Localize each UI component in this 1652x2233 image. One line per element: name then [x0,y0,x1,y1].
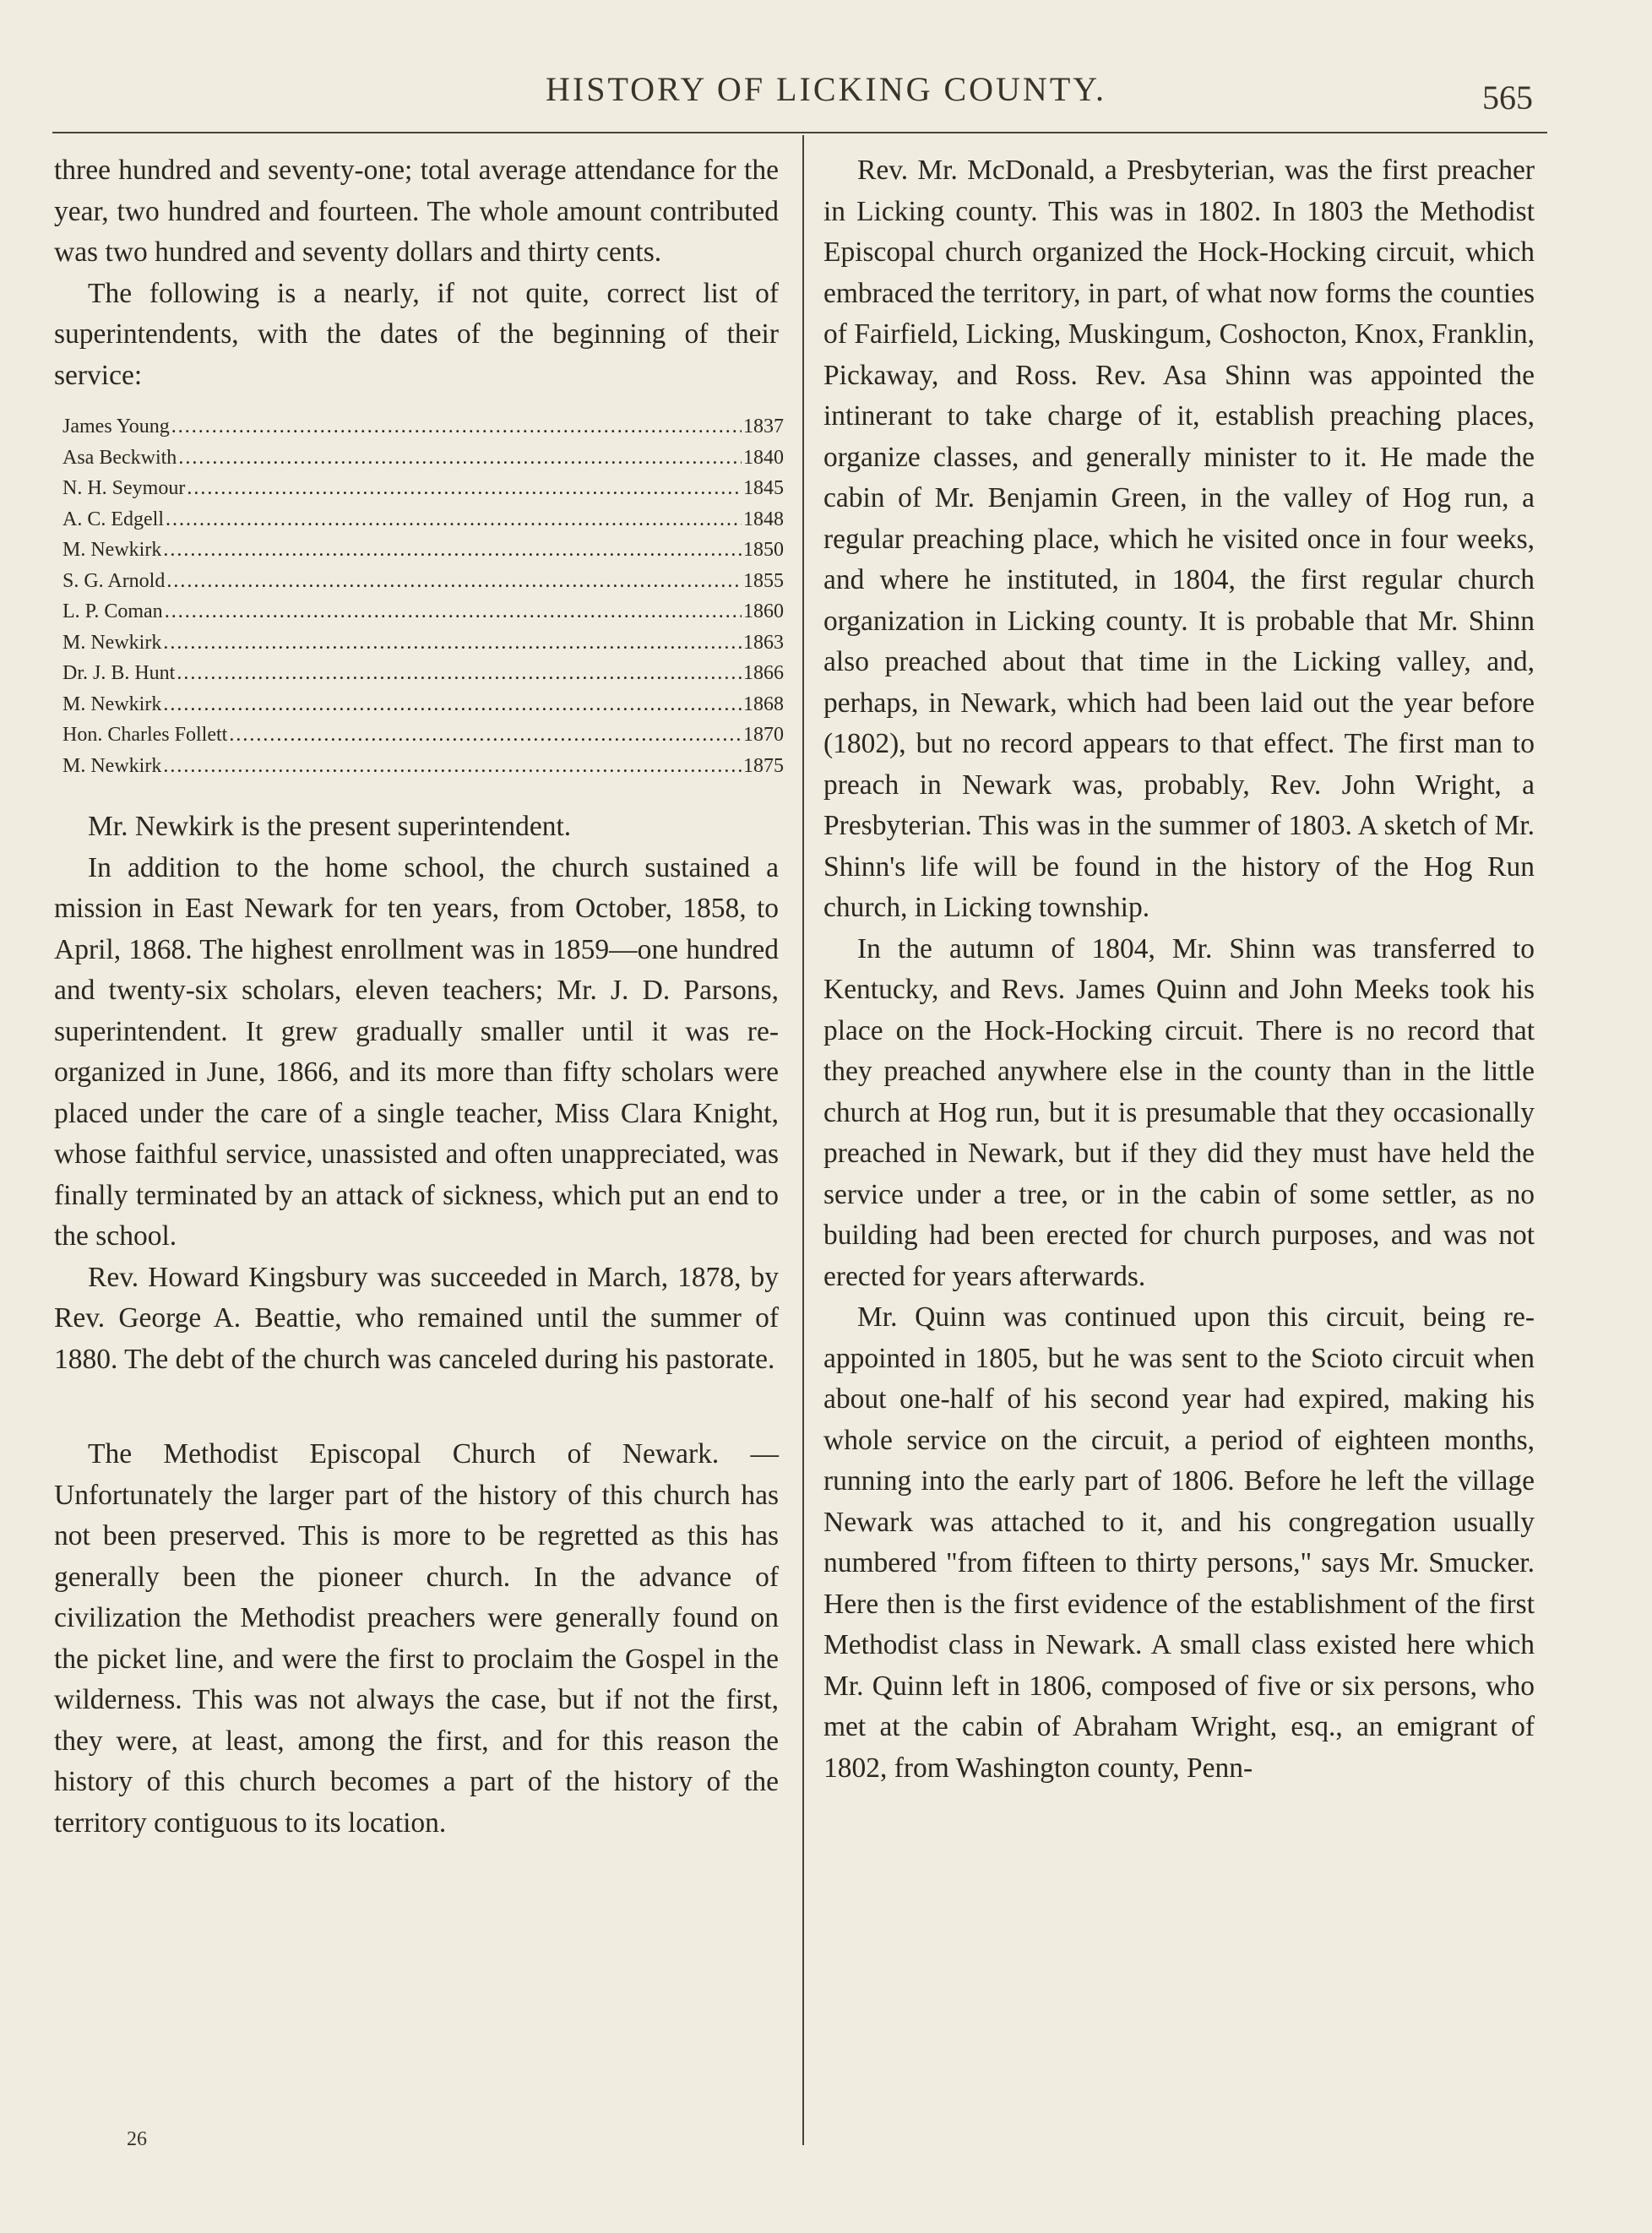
superintendent-name: S. G. Arnold [62,569,166,592]
header-rule [52,132,1547,133]
list-item [62,443,784,474]
superintendent-name: Hon. Charles Follett [62,724,228,746]
leader-dots [166,566,742,597]
superintendent-year: 1850 [743,539,784,561]
superintendent-year: 1870 [743,724,784,746]
superintendent-year: 1845 [743,477,784,499]
paragraph: Rev. Howard Kingsbury was succeeded in March, 1878, by Rev. George A. Beattie, who remained until the summer of 1880. The debt of the church was canceled during his pastorate. [54,1261,779,1375]
list-item [62,596,784,628]
superintendent-year: 1860 [743,600,784,622]
leader-dots [187,473,742,504]
superintendent-name: M. Newkirk [62,693,162,715]
superintendent-name: Asa Beckwith [62,446,177,469]
list-item [62,504,784,535]
list-item [62,689,784,720]
superintendent-year: 1866 [743,662,784,684]
superintendent-year: 1855 [743,569,784,592]
paragraph: Mr. Quinn was continued upon this circuit, being re-appointed in 1805, but he was sent to the Scioto circuit when about one-half of his second year had expired, making his whole service on the circuit, a period of eighteen months, running into the early part of 1806. Before he left the village Newark was attached to it, and his congregation usually numbered "from fifteen to thirty persons," says Mr. Smucker. Here then is the first evidence of the establishment of the first Methodist class in Newark. A small class existed here which Mr. Quinn left in 1806, composed of five or six persons, who met at the cabin of Abraham Wright, esq., an emigrant of 1802, from Washington county, Penn- [823,1301,1535,1784]
list-item [62,628,784,659]
leader-dots [165,596,742,628]
superintendent-year: 1863 [743,631,784,654]
leader-dots [177,658,742,689]
running-header-title: HISTORY OF LICKING COUNTY. [546,70,1106,108]
list-item [62,751,784,782]
superintendents-list [62,411,784,781]
leader-dots [178,443,742,474]
superintendent-year: 1840 [743,446,784,469]
leader-dots [163,689,742,720]
paragraph: Mr. Newkirk is the present superintendent. [88,811,572,842]
list-item [62,473,784,504]
paragraph: Rev. Mr. McDonald, a Presbyterian, was the first preacher in Licking county. This was in 1802. In 1803 the Methodist Episcopal church organized the Hock-Hocking circuit, which embraced the territory, in part, of what now forms the counties of Fairfield, Licking, Muskingum, Coshocton, Knox, Franklin, Pickaway, and Ross. Rev. Asa Shinn was appointed the intinerant to take charge of it, establish preaching places, organize classes, and generally minister to it. He made the cabin of Mr. Benjamin Green, in the valley of Hog run, a regular preaching place, which he visited once in four weeks, and where he instituted, in 1804, the first regular church organization in Licking county. It is probable that Mr. Shinn also preached about that time in the Licking valley, and, perhaps, in Newark, which had been laid out the year before (1802), but no record appears to that effect. The first man to preach in Newark was, probably, Rev. John Wright, a Presbyterian. This was in the summer of 1803. A sketch of Mr. Shinn's life will be found in the history of the Hog Run church, in Licking township. [823,155,1535,923]
leader-dots [163,751,742,782]
list-item [62,535,784,566]
superintendent-name: M. Newkirk [62,631,162,654]
superintendent-year: 1837 [743,416,784,437]
paragraph: The following is a nearly, if not quite, correct list of superintendents, with the dates of the beginning of their service: [54,277,779,391]
signature-mark: 26 [127,2128,147,2150]
list-item [62,658,784,689]
superintendent-name: Dr. J. B. Hunt [62,662,176,684]
leader-dots [163,628,742,659]
superintendent-year: 1875 [743,754,784,777]
paragraph: In addition to the home school, the church sustained a mission in East Newark for ten years, from October, 1858, to April, 1868. The highest enrollment was in 1859—one hundred and twenty-six scholars, eleven teachers; Mr. J. D. Parsons, superintendent. It grew gradually smaller until it was re-organized in June, 1866, and its more than fifty scholars were placed under the care of a single teacher, Miss Clara Knight, whose faithful service, unassisted and often unappreciated, was finally terminated by an attack of sickness, which put an end to the school. [54,851,779,1252]
superintendent-year: 1868 [743,693,784,715]
column-divider [802,135,804,2145]
left-column [54,150,784,1844]
superintendent-name: L. P. Coman [62,600,163,622]
list-item [62,566,784,597]
superintendent-name: N. H. Seymour [62,477,186,499]
paragraph: three hundred and seventy-one; total average attendance for the year, two hundred and fourteen. The whole amount contributed was two hundred and seventy dollars and thirty cents. [54,155,779,268]
right-column [823,150,1535,1789]
leader-dots [171,411,742,443]
superintendent-year: 1848 [743,508,784,530]
superintendent-name: M. Newkirk [62,539,162,561]
superintendent-name: A. C. Edgell [62,508,164,530]
leader-dots [229,720,742,751]
superintendent-name: James Young [62,416,170,437]
leader-dots [166,504,742,535]
section-paragraph: The Methodist Episcopal Church of Newark. —Unfortunately the larger part of the history of this church has not been preserved. This is more to be regretted as this has generally been the pioneer church. In the advance of civilization the Methodist preachers were generally found on the picket line, and were the first to proclaim the Gospel in the wilderness. This was not always the case, but if not the first, they were, at least, among the first, and for this reason the history of this church becomes a part of the history of the territory contiguous to its location. [54,1438,779,1839]
page-number: 565 [1482,79,1533,117]
list-item [62,720,784,751]
superintendent-name: M. Newkirk [62,754,162,777]
leader-dots [163,535,742,566]
list-item [62,411,784,443]
section-gap [54,1380,779,1434]
paragraph: In the autumn of 1804, Mr. Shinn was transferred to Kentucky, and Revs. James Quinn and John Meeks took his place on the Hock-Hocking circuit. There is no record that they preached anywhere else in the county than in the little church at Hog run, but it is presumable that they occasionally preached in Newark, but if they did they must have held the service under a tree, or in the cabin of some settler, as no building had been erected for church purposes, and was not erected for years afterwards. [823,932,1535,1292]
